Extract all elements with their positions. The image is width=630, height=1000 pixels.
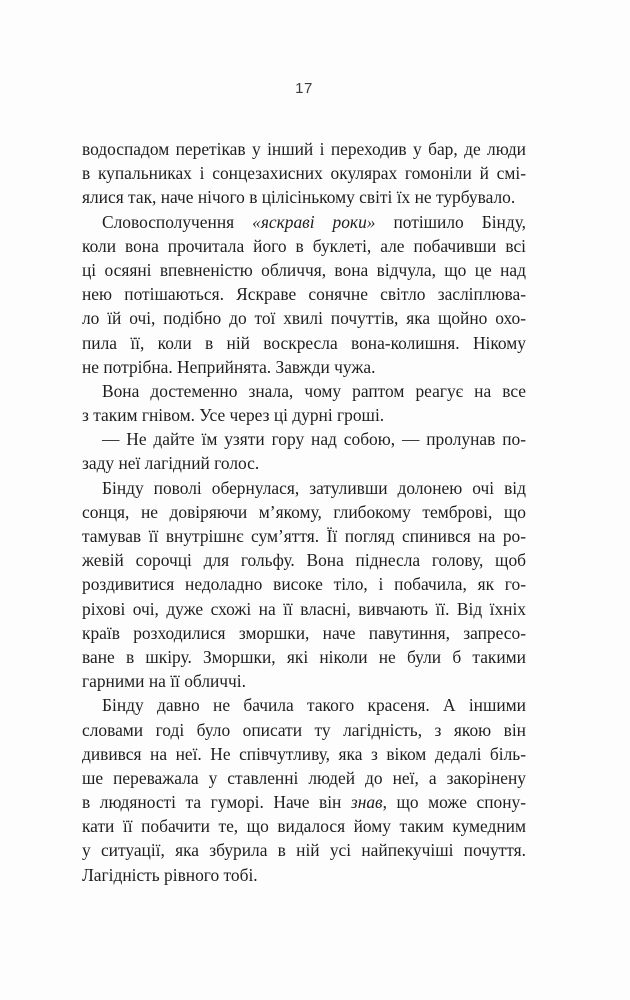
text-segment: ло їй очі, подібно до тої хвилі почуттів, яка щойно охо- <box>82 308 526 329</box>
text-segment: ше переважала у ставленні людей до неї, а закорінену <box>82 767 526 788</box>
text-line <box>82 161 526 185</box>
text-line <box>82 621 526 645</box>
text-segment: Бінду давно не бачила такого красеня. А іншими <box>102 695 526 716</box>
text-segment: роздивитися недоладно високе тіло, і побачила, як го- <box>82 574 526 595</box>
text-segment: у ситуації, яка збурила в ній усі найпекучіші почуття. <box>82 840 526 861</box>
text-segment: тамував її внутрішнє сум’яття. Її погляд спинився на ро- <box>82 526 526 546</box>
text-segment: не потрібна. Неприйнята. Завжди чужа. <box>82 356 376 377</box>
page-number: 17 <box>295 80 313 97</box>
text-segment: гарними на її обличчі. <box>82 671 246 692</box>
text-segment: заду неї лагідний голос. <box>82 453 260 474</box>
text-segment: коли вона прочитала його в буклеті, але побачивши всі <box>82 235 526 256</box>
text-line <box>82 427 526 451</box>
text-segment: потішило Бінду, <box>375 211 526 232</box>
text-line <box>82 863 526 887</box>
italic-text-segment: «яскраві роки» <box>252 211 376 232</box>
text-segment: словами годі було описати ту лагідність, з якою він <box>82 719 526 740</box>
text-segment: — Не дайте їм узяти гору над собою, — пролунав по- <box>102 429 526 450</box>
text-line <box>82 500 526 524</box>
italic-text-segment: знав <box>350 792 383 813</box>
text-line <box>82 766 526 790</box>
text-line <box>82 210 526 234</box>
text-line <box>82 597 526 621</box>
text-line <box>82 572 526 596</box>
text-segment: ці осяяні впевненістю обличчя, вона відчула, що це над <box>82 259 526 280</box>
text-block <box>82 137 526 887</box>
text-line <box>82 669 526 693</box>
text-segment: дивився на неї. Не співчутливу, яка з віком дедалі біль- <box>82 743 526 764</box>
text-line <box>82 306 526 330</box>
text-segment: в купальниках і сонцезахисних окулярах гомоніли й смі- <box>82 163 526 184</box>
text-segment: пила її, коли в ній воскресла вона-колишня. Нікому <box>82 332 526 353</box>
text-line <box>82 548 526 572</box>
text-line <box>82 234 526 258</box>
text-segment: Вона достеменно знала, чому раптом реагує на все <box>102 380 526 401</box>
text-line <box>82 524 526 548</box>
text-segment: країв розходилися зморшки, наче павутиння, запресо- <box>82 622 526 643</box>
text-segment: в людяності та гуморі. Наче він <box>82 792 351 813</box>
paragraph <box>82 427 526 475</box>
paragraph <box>82 210 526 379</box>
paragraph <box>82 137 526 210</box>
text-segment: ялися так, наче нічого в цілісінькому світі їх не турбувало. <box>82 187 516 208</box>
text-segment: , що може спону- <box>382 792 526 813</box>
text-line <box>82 476 526 500</box>
text-line <box>82 814 526 838</box>
text-segment: нею потішаються. Яскраве сонячне світло засліплюва- <box>82 284 526 305</box>
text-segment: жевій сорочці для гольфу. Вона піднесла голову, щоб <box>82 550 526 571</box>
paragraph <box>82 379 526 427</box>
text-segment: з таким гнівом. Усе через ці дурні гроші. <box>82 405 385 426</box>
text-segment: ване в шкіру. Зморшки, які ніколи не були б такими <box>82 646 526 667</box>
text-segment: Бінду поволі обернулася, затуливши долонею очі від <box>102 477 526 498</box>
text-line <box>82 718 526 742</box>
text-segment: Словосполучення <box>102 211 253 232</box>
text-line <box>82 451 526 475</box>
paragraph <box>82 693 526 887</box>
text-line <box>82 137 526 161</box>
text-line <box>82 645 526 669</box>
text-segment: кати її побачити те, що видалося йому таким кумедним <box>82 816 526 837</box>
text-line <box>82 790 526 814</box>
text-line <box>82 331 526 355</box>
text-segment: водоспадом перетікав у інший і переходив у бар, де люди <box>82 139 526 159</box>
text-line <box>82 379 526 403</box>
text-line <box>82 258 526 282</box>
text-segment: ріхові очі, дуже схожі на її власні, вивчають її. Від їхніх <box>82 598 526 619</box>
text-line <box>82 403 526 427</box>
text-line <box>82 355 526 379</box>
text-line <box>82 742 526 766</box>
text-segment: Лагідність рівного тобі. <box>82 864 258 885</box>
text-segment: сонця, не довіряючи м’якому, глибокому темброві, що <box>82 501 526 522</box>
text-line <box>82 838 526 862</box>
text-line <box>82 185 526 209</box>
paragraph <box>82 476 526 694</box>
text-line <box>82 282 526 306</box>
text-line <box>82 693 526 717</box>
